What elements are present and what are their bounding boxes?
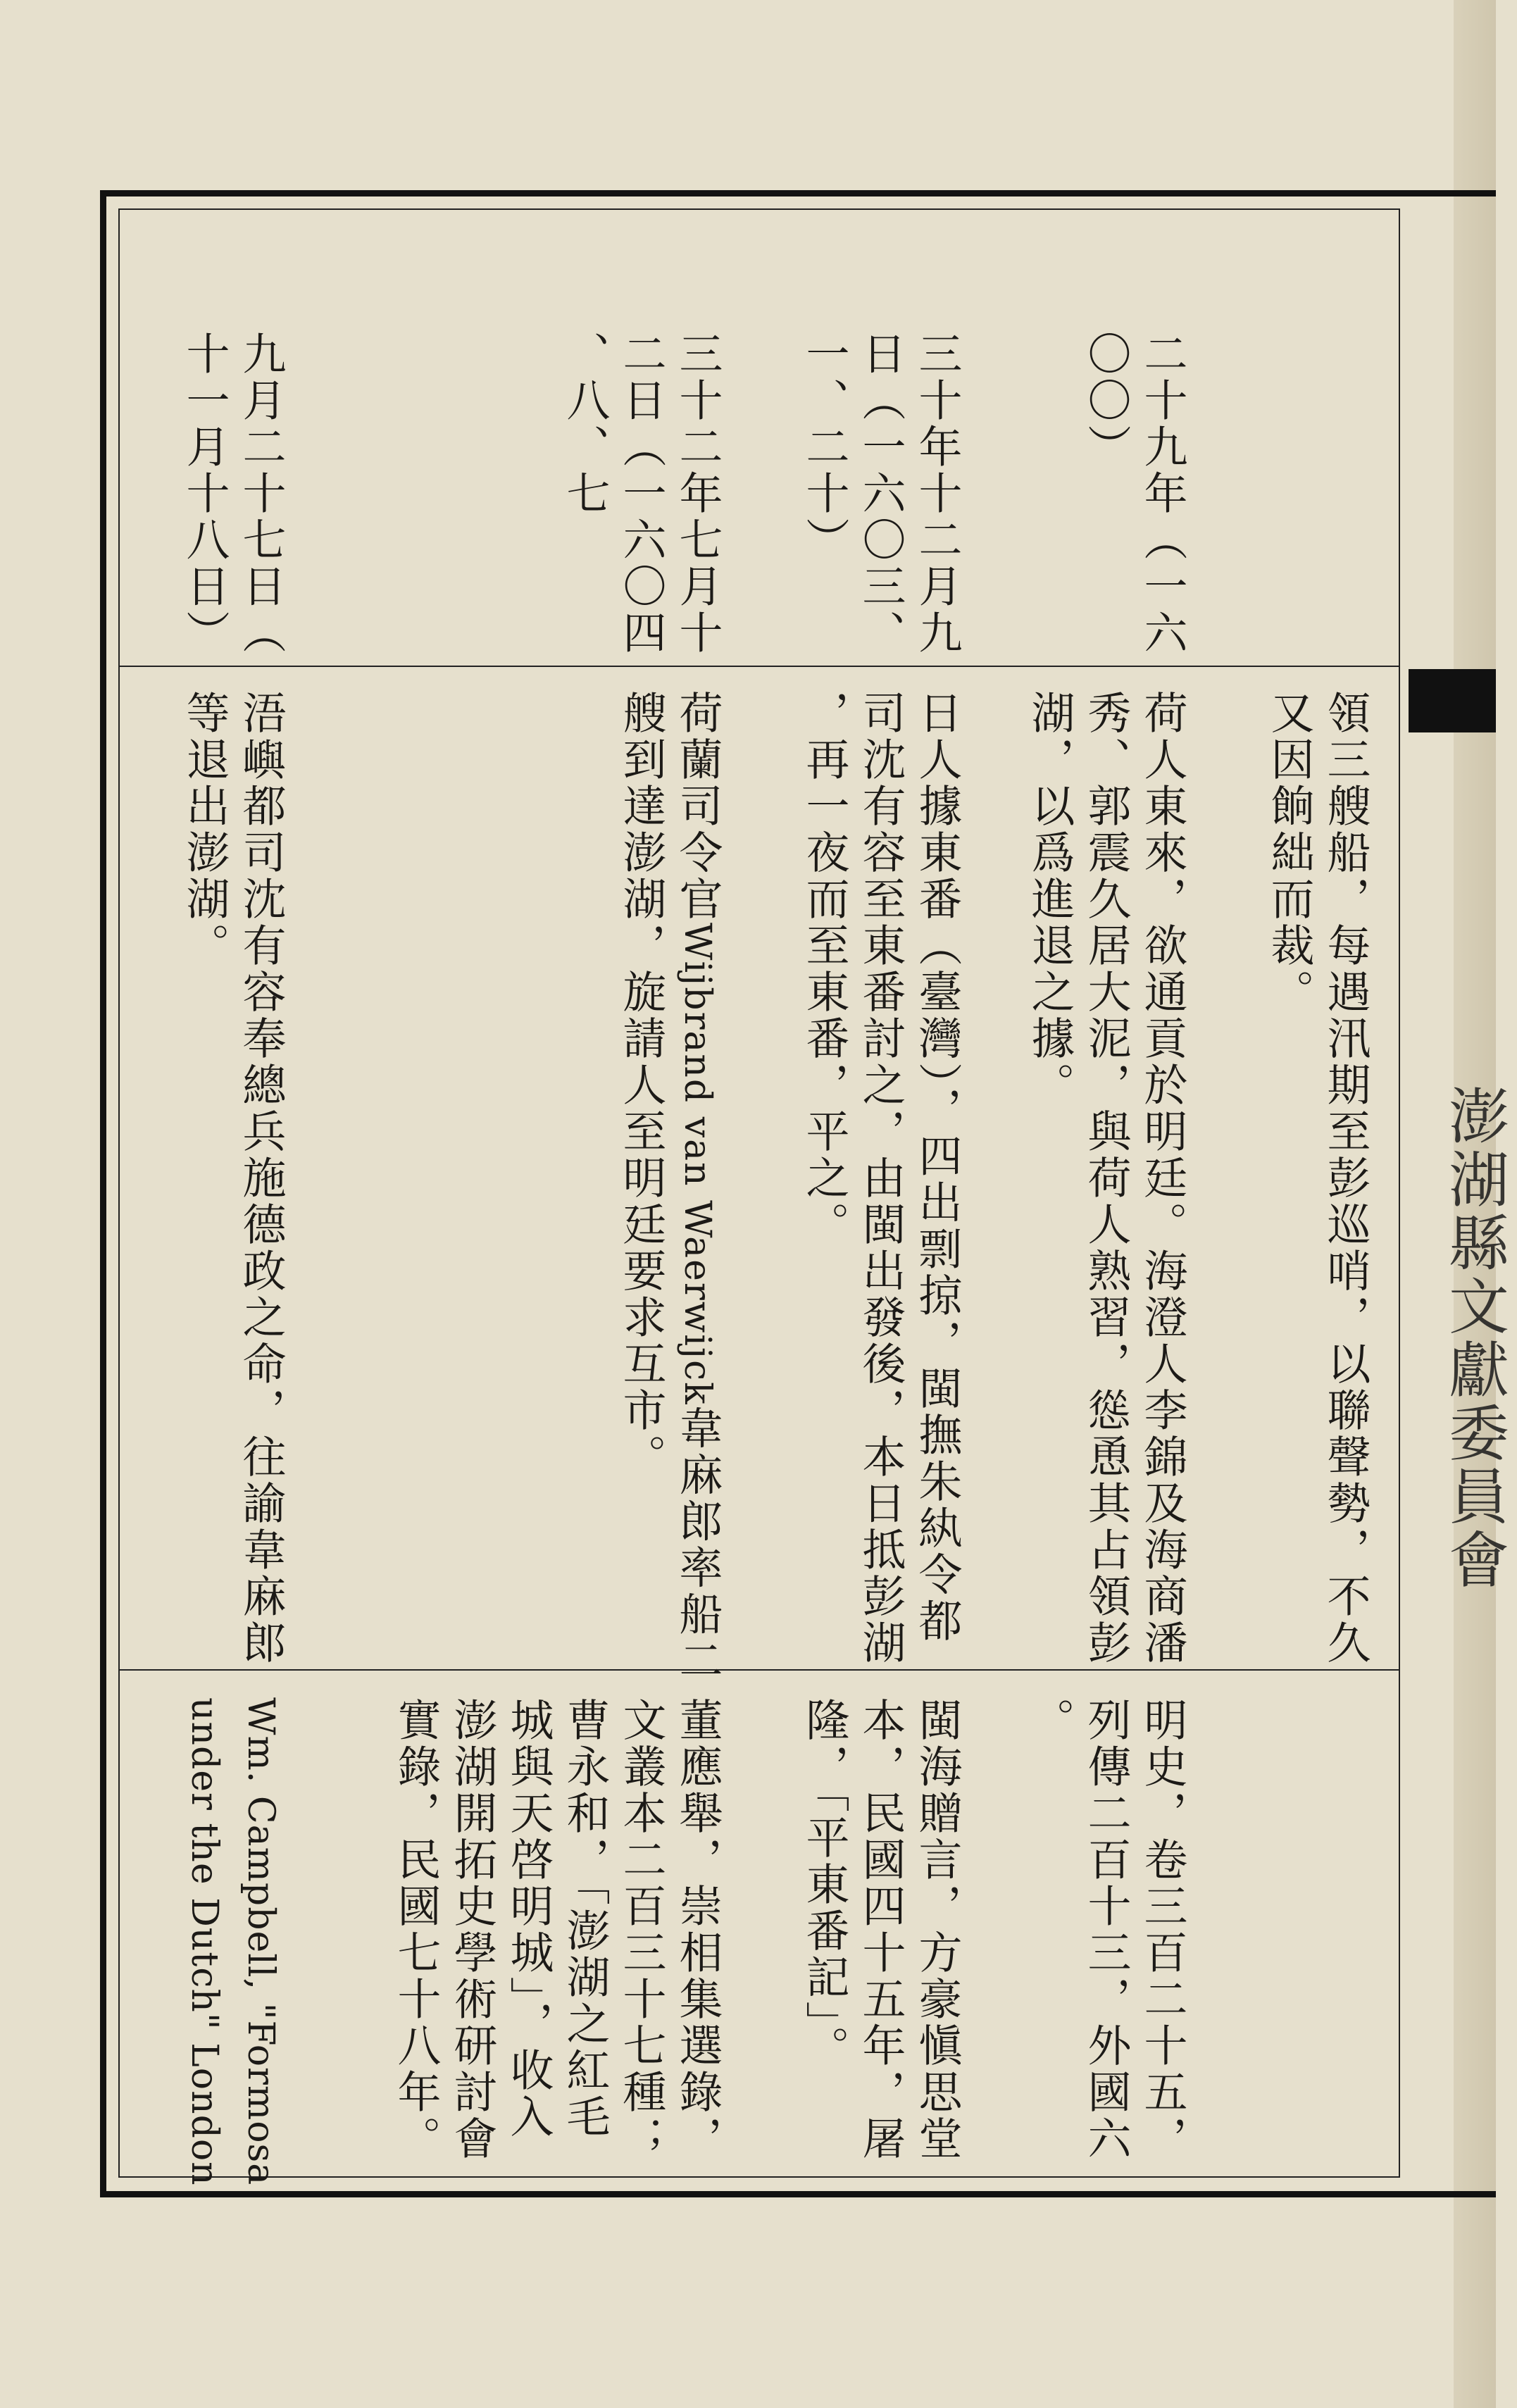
row1-date-line2: 〇〇） [1080, 331, 1132, 470]
row3-date-line2: 日（一六〇三、 [855, 331, 906, 656]
row2-event-line3: 湖，以爲進退之據。 [1024, 690, 1075, 1109]
row1-date-line1: 二十九年（一六 [1137, 331, 1188, 656]
table-frame [118, 208, 1400, 2178]
spine-title: 澎湖縣文獻委員會 [1438, 1085, 1509, 1592]
row5-source-line1: Wm. Campbell, "Formosa [239, 1697, 282, 2186]
row3-event-line2: 司沈有容至東番討之，由閩出發後，本日抵彭湖 [855, 690, 906, 1666]
row5-date-line2: 十一月十八日） [179, 331, 230, 656]
row3-source-line3: 隆，「平東番記」。 [799, 1697, 850, 2072]
row4-source-line2: 文叢本二百三十七種； [616, 1697, 667, 2162]
row4-date-line1: 三十二年七月十 [672, 331, 723, 656]
row4-source-line6: 實錄，民國七十八年。 [390, 1697, 442, 2162]
row4-source-line1: 董應舉，崇相集選錄， [672, 1697, 723, 2162]
row1-event-line2: 又因餉絀而裁。 [1263, 690, 1315, 1016]
row4-source-line4: 城與天啓明城」，收入 [503, 1697, 554, 2140]
row2-source-line2: 列傳二百十三，外國六 [1080, 1697, 1132, 2162]
row4-date-line3: 、八、七 [559, 331, 611, 517]
row5-event-line1: 浯嶼都司沈有容奉總兵施德政之命，往諭韋麻郎 [235, 690, 287, 1666]
row3-date-line3: 一、二十） [799, 331, 850, 563]
row2-event-line2: 秀、郭震久居大泥，與荷人熟習，慫恿其占領彭 [1080, 690, 1132, 1666]
row2-source-line3: 。 [1024, 1697, 1075, 1744]
row4-source-line3: 曹永和，「澎湖之紅毛 [559, 1697, 611, 2140]
row2-event-line1: 荷人東來，欲通貢於明廷。海澄人李錦及海商潘 [1137, 690, 1188, 1666]
row4-source-line5: 澎湖開拓史學術研討會 [447, 1697, 498, 2162]
row4-date-line2: 二日（一六〇四 [616, 331, 667, 656]
row3-source-line1: 閩海贈言，方豪愼思堂 [911, 1697, 963, 2162]
row3-date-line1: 三十年十二月九 [911, 331, 963, 656]
row1-event-line1: 領三艘船，每遇汛期至彭巡哨，以聯聲勢，不久 [1320, 690, 1371, 1666]
row4-event-line2: 艘到達澎湖，旋請人至明廷要求互市。 [616, 690, 667, 1480]
row3-event-line1: 日人據東番（臺灣），四出剽掠，閩撫朱紈令都 [911, 690, 963, 1645]
row4-event-post: 韋麻郎率船二 [672, 1405, 723, 1685]
row5-date-line1: 九月二十七日（ [235, 331, 287, 656]
row5-event-line2: 等退出澎湖。 [179, 690, 230, 969]
row3-event-line3: ，再一夜而至東番，平之。 [799, 690, 850, 1248]
row5-source-line2: under the Dutch" London [183, 1697, 225, 2186]
row4-event-pre: 荷蘭司令官 [672, 690, 723, 923]
row2-source-line1: 明史，卷三百二十五， [1137, 1697, 1188, 2162]
row3-source-line2: 本，民國四十五年，屠 [855, 1697, 906, 2162]
divider-event-source [118, 1669, 1400, 1671]
row4-event-latin-name: Wijbrand van Waerwijck [676, 923, 718, 1406]
divider-date-event [118, 666, 1400, 667]
